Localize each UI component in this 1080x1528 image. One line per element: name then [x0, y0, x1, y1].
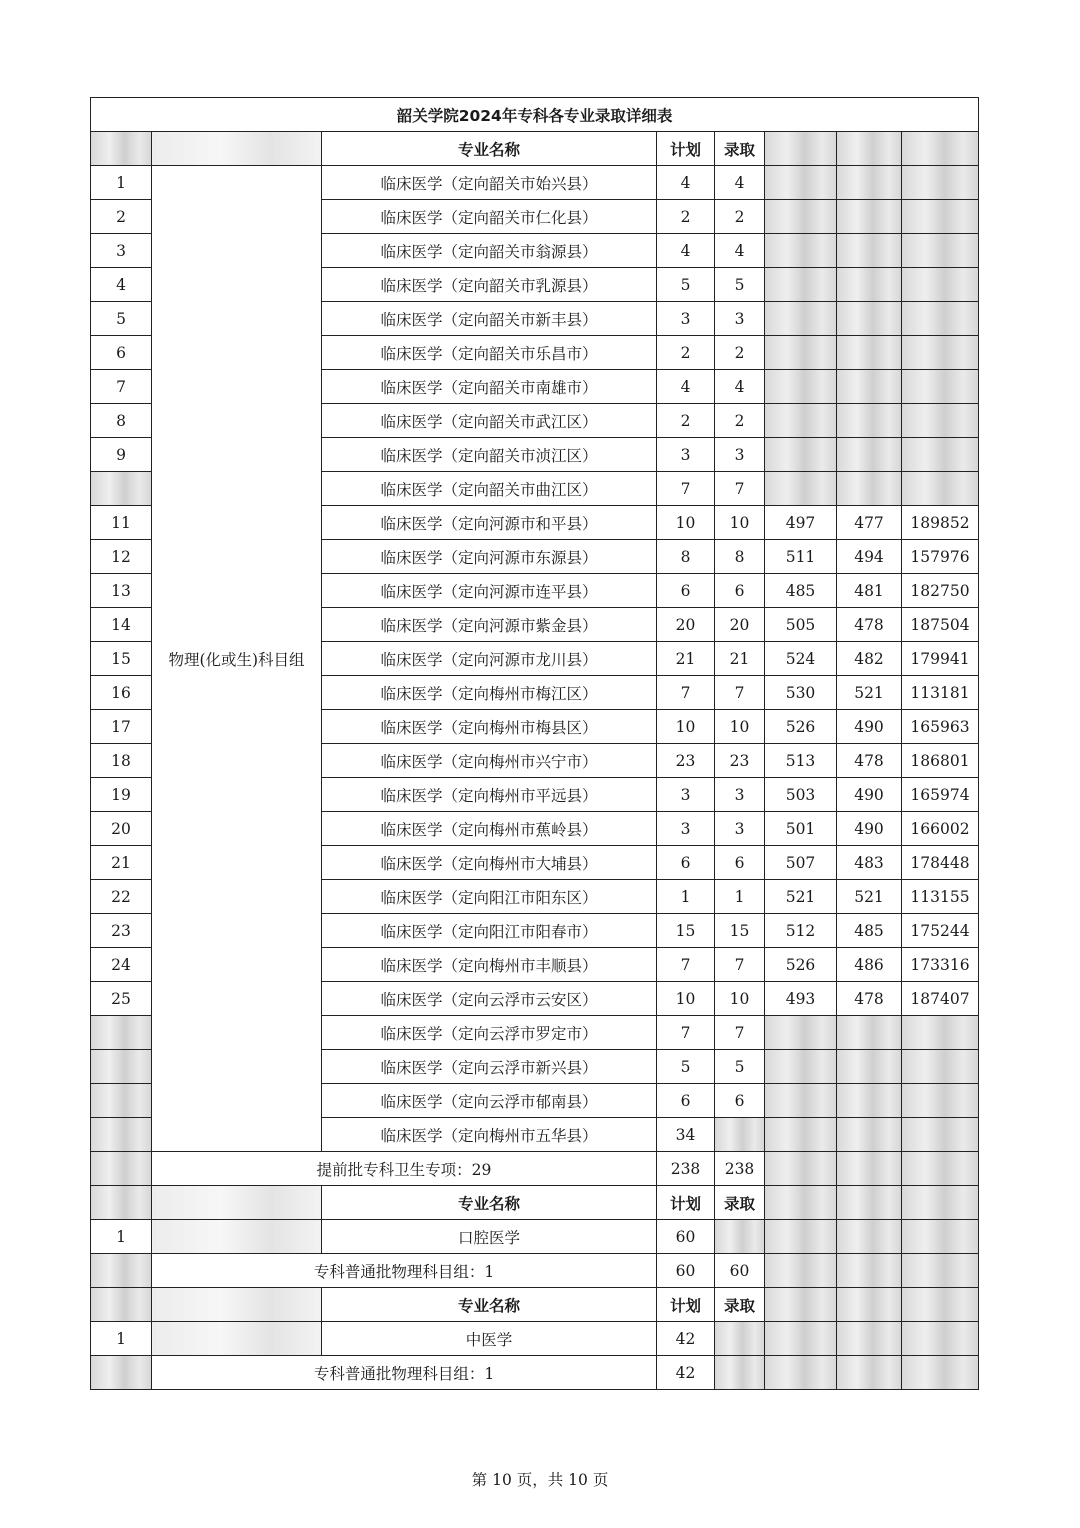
admission-table [90, 97, 979, 1390]
row-index: 19 [91, 778, 152, 812]
row-index: 20 [91, 812, 152, 846]
row-admit: 6 [715, 574, 765, 608]
row-max-score [765, 1016, 837, 1050]
row-plan: 5 [657, 268, 715, 302]
row-plan: 7 [657, 676, 715, 710]
summary-min-score [837, 1356, 902, 1390]
summary-max-score [765, 1254, 837, 1288]
header-group-cell [152, 1186, 322, 1220]
row-index [91, 1084, 152, 1118]
row-max-score: 526 [765, 948, 837, 982]
row-major: 临床医学（定向韶关市南雄市） [322, 370, 657, 404]
row-admit [715, 1118, 765, 1152]
header-max-score [765, 1186, 837, 1220]
row-index [91, 1118, 152, 1152]
summary-index [91, 1356, 152, 1390]
row-max-score: 526 [765, 710, 837, 744]
row-index: 7 [91, 370, 152, 404]
row-admit: 3 [715, 302, 765, 336]
table-row [91, 166, 979, 200]
summary-max-score [765, 1152, 837, 1186]
row-plan: 34 [657, 1118, 715, 1152]
table-body [91, 98, 979, 1390]
row-plan: 1 [657, 880, 715, 914]
row-admit: 5 [715, 1050, 765, 1084]
row-index [91, 1050, 152, 1084]
summary-plan: 60 [657, 1254, 715, 1288]
row-admit [715, 1220, 765, 1254]
subject-group-cell [152, 1322, 322, 1356]
row-admit: 3 [715, 778, 765, 812]
row-max-score [765, 234, 837, 268]
row-max-score: 485 [765, 574, 837, 608]
header-min-score [837, 1186, 902, 1220]
row-index: 25 [91, 982, 152, 1016]
header-plan: 计划 [657, 1186, 715, 1220]
row-min-score: 486 [837, 948, 902, 982]
row-min-rank [902, 1050, 979, 1084]
row-min-score: 478 [837, 608, 902, 642]
row-plan: 2 [657, 404, 715, 438]
header-group-cell [152, 1288, 322, 1322]
row-major: 临床医学（定向云浮市郁南县） [322, 1084, 657, 1118]
row-admit: 2 [715, 200, 765, 234]
row-index: 22 [91, 880, 152, 914]
row-major: 临床医学（定向河源市和平县） [322, 506, 657, 540]
row-plan: 60 [657, 1220, 715, 1254]
row-min-score: 521 [837, 676, 902, 710]
row-max-score [765, 166, 837, 200]
row-min-rank: 178448 [902, 846, 979, 880]
row-admit: 4 [715, 370, 765, 404]
header-admit: 录取 [715, 1186, 765, 1220]
header-index-cell [91, 1186, 152, 1220]
row-index: 1 [91, 166, 152, 200]
header-major: 专业名称 [322, 1288, 657, 1322]
row-min-score: 477 [837, 506, 902, 540]
row-index: 5 [91, 302, 152, 336]
row-max-score [765, 1084, 837, 1118]
row-min-score: 490 [837, 710, 902, 744]
row-plan: 6 [657, 846, 715, 880]
row-major: 临床医学（定向韶关市乳源县） [322, 268, 657, 302]
row-min-rank [902, 370, 979, 404]
row-admit: 5 [715, 268, 765, 302]
row-major: 临床医学（定向阳江市阳东区） [322, 880, 657, 914]
row-admit: 7 [715, 676, 765, 710]
row-max-score: 507 [765, 846, 837, 880]
row-index: 14 [91, 608, 152, 642]
row-major: 临床医学（定向梅州市蕉岭县） [322, 812, 657, 846]
row-admit: 1 [715, 880, 765, 914]
row-max-score [765, 1220, 837, 1254]
row-index: 8 [91, 404, 152, 438]
header-index-cell [91, 132, 152, 166]
row-plan: 2 [657, 336, 715, 370]
row-max-score [765, 1050, 837, 1084]
header-min-rank [902, 1288, 979, 1322]
row-plan: 23 [657, 744, 715, 778]
row-major: 临床医学（定向梅州市五华县） [322, 1118, 657, 1152]
row-max-score [765, 370, 837, 404]
row-min-score: 490 [837, 778, 902, 812]
row-index: 11 [91, 506, 152, 540]
row-min-rank [902, 336, 979, 370]
row-admit: 23 [715, 744, 765, 778]
row-plan: 7 [657, 1016, 715, 1050]
row-max-score: 530 [765, 676, 837, 710]
row-min-score [837, 234, 902, 268]
header-max-score [765, 132, 837, 166]
row-min-rank: 182750 [902, 574, 979, 608]
table-row [91, 1220, 979, 1254]
row-min-score: 521 [837, 880, 902, 914]
row-index [91, 1016, 152, 1050]
subject-group-cell: 物理(化或生)科目组 [152, 166, 322, 1152]
row-index: 13 [91, 574, 152, 608]
row-index: 9 [91, 438, 152, 472]
row-min-rank [902, 438, 979, 472]
header-min-score [837, 1288, 902, 1322]
header-index-cell [91, 1288, 152, 1322]
row-min-rank [902, 1322, 979, 1356]
row-min-rank: 113155 [902, 880, 979, 914]
row-plan: 21 [657, 642, 715, 676]
row-min-score: 490 [837, 812, 902, 846]
row-admit: 10 [715, 982, 765, 1016]
row-min-rank: 113181 [902, 676, 979, 710]
row-min-score: 481 [837, 574, 902, 608]
header-min-rank [902, 132, 979, 166]
row-plan: 6 [657, 1084, 715, 1118]
row-min-score [837, 200, 902, 234]
row-max-score [765, 336, 837, 370]
summary-index [91, 1152, 152, 1186]
row-index: 1 [91, 1322, 152, 1356]
summary-admit: 238 [715, 1152, 765, 1186]
row-major: 临床医学（定向韶关市浈江区） [322, 438, 657, 472]
row-max-score [765, 404, 837, 438]
row-min-rank [902, 1118, 979, 1152]
row-admit: 3 [715, 438, 765, 472]
row-min-rank [902, 200, 979, 234]
header-admit: 录取 [715, 1288, 765, 1322]
summary-min-rank [902, 1356, 979, 1390]
row-min-rank [902, 472, 979, 506]
subject-group-cell [152, 1220, 322, 1254]
header-max-score [765, 1288, 837, 1322]
row-major: 临床医学（定向梅州市丰顺县） [322, 948, 657, 982]
row-max-score [765, 438, 837, 472]
summary-row [91, 1356, 979, 1390]
header-min-score [837, 132, 902, 166]
group2-header-row [91, 1186, 979, 1220]
row-index: 2 [91, 200, 152, 234]
row-min-rank: 165974 [902, 778, 979, 812]
row-admit [715, 1322, 765, 1356]
row-admit: 2 [715, 404, 765, 438]
summary-max-score [765, 1356, 837, 1390]
row-plan: 7 [657, 472, 715, 506]
row-min-rank [902, 1084, 979, 1118]
summary-plan: 42 [657, 1356, 715, 1390]
row-min-score: 478 [837, 744, 902, 778]
row-max-score: 493 [765, 982, 837, 1016]
row-major: 临床医学（定向云浮市罗定市） [322, 1016, 657, 1050]
row-max-score [765, 302, 837, 336]
row-max-score [765, 268, 837, 302]
row-plan: 10 [657, 506, 715, 540]
row-min-score [837, 404, 902, 438]
row-major: 临床医学（定向韶关市翁源县） [322, 234, 657, 268]
row-admit: 15 [715, 914, 765, 948]
row-min-rank: 175244 [902, 914, 979, 948]
header-admit: 录取 [715, 132, 765, 166]
row-index: 12 [91, 540, 152, 574]
row-min-rank: 179941 [902, 642, 979, 676]
summary-row [91, 1254, 979, 1288]
row-admit: 7 [715, 1016, 765, 1050]
row-min-rank [902, 404, 979, 438]
row-major: 临床医学（定向韶关市武江区） [322, 404, 657, 438]
row-plan: 4 [657, 166, 715, 200]
row-major: 临床医学（定向河源市龙川县） [322, 642, 657, 676]
row-major: 临床医学（定向韶关市新丰县） [322, 302, 657, 336]
row-major: 临床医学（定向河源市连平县） [322, 574, 657, 608]
row-admit: 21 [715, 642, 765, 676]
row-plan: 3 [657, 812, 715, 846]
row-plan: 20 [657, 608, 715, 642]
group3-header-row [91, 1288, 979, 1322]
row-max-score: 503 [765, 778, 837, 812]
row-min-rank: 157976 [902, 540, 979, 574]
row-plan: 2 [657, 200, 715, 234]
row-index: 1 [91, 1220, 152, 1254]
row-min-score [837, 268, 902, 302]
admission-sheet [90, 97, 978, 1390]
page-footer: 第 10 页，共 10 页 [471, 1471, 609, 1489]
row-min-rank: 166002 [902, 812, 979, 846]
row-min-score [837, 438, 902, 472]
row-min-rank [902, 1220, 979, 1254]
summary-admit [715, 1356, 765, 1390]
row-plan: 10 [657, 982, 715, 1016]
row-min-score [837, 370, 902, 404]
summary-admit: 60 [715, 1254, 765, 1288]
header-major: 专业名称 [322, 1186, 657, 1220]
row-min-rank: 189852 [902, 506, 979, 540]
row-plan: 15 [657, 914, 715, 948]
row-index: 18 [91, 744, 152, 778]
row-max-score: 505 [765, 608, 837, 642]
row-index: 21 [91, 846, 152, 880]
row-major: 临床医学（定向梅州市平远县） [322, 778, 657, 812]
row-admit: 7 [715, 472, 765, 506]
row-major: 临床医学（定向梅州市梅江区） [322, 676, 657, 710]
header-plan: 计划 [657, 132, 715, 166]
row-index: 6 [91, 336, 152, 370]
row-admit: 2 [715, 336, 765, 370]
row-major: 临床医学（定向韶关市乐昌市） [322, 336, 657, 370]
row-admit: 7 [715, 948, 765, 982]
row-major: 临床医学（定向梅州市大埔县） [322, 846, 657, 880]
row-admit: 20 [715, 608, 765, 642]
row-admit: 6 [715, 846, 765, 880]
row-min-rank: 187504 [902, 608, 979, 642]
summary-min-score [837, 1152, 902, 1186]
row-max-score [765, 200, 837, 234]
row-min-score [837, 166, 902, 200]
row-plan: 10 [657, 710, 715, 744]
row-max-score: 513 [765, 744, 837, 778]
row-min-rank: 173316 [902, 948, 979, 982]
row-min-rank [902, 268, 979, 302]
row-major: 临床医学（定向韶关市曲江区） [322, 472, 657, 506]
row-plan: 7 [657, 948, 715, 982]
row-index: 3 [91, 234, 152, 268]
row-max-score: 501 [765, 812, 837, 846]
row-min-rank [902, 1016, 979, 1050]
header-major: 专业名称 [322, 132, 657, 166]
row-max-score [765, 1118, 837, 1152]
row-index [91, 472, 152, 506]
row-min-rank [902, 166, 979, 200]
row-min-score [837, 472, 902, 506]
row-admit: 3 [715, 812, 765, 846]
summary-index [91, 1254, 152, 1288]
row-min-score [837, 336, 902, 370]
row-plan: 4 [657, 234, 715, 268]
summary-min-rank [902, 1152, 979, 1186]
row-major: 临床医学（定向梅州市兴宁市） [322, 744, 657, 778]
summary-min-score [837, 1254, 902, 1288]
row-plan: 3 [657, 778, 715, 812]
row-max-score [765, 472, 837, 506]
header-min-rank [902, 1186, 979, 1220]
row-admit: 10 [715, 506, 765, 540]
row-index: 16 [91, 676, 152, 710]
summary-label: 提前批专科卫生专项：29 [152, 1152, 657, 1186]
row-major: 临床医学（定向云浮市云安区） [322, 982, 657, 1016]
header-group-cell [152, 132, 322, 166]
row-max-score: 512 [765, 914, 837, 948]
row-index: 17 [91, 710, 152, 744]
row-min-score: 483 [837, 846, 902, 880]
row-plan: 4 [657, 370, 715, 404]
row-min-score [837, 1118, 902, 1152]
row-plan: 5 [657, 1050, 715, 1084]
row-major: 口腔医学 [322, 1220, 657, 1254]
row-max-score [765, 1322, 837, 1356]
row-index: 4 [91, 268, 152, 302]
row-major: 临床医学（定向河源市紫金县） [322, 608, 657, 642]
row-max-score: 521 [765, 880, 837, 914]
row-min-rank [902, 302, 979, 336]
table-title: 韶关学院2024年专科各专业录取详细表 [91, 98, 979, 132]
row-plan: 6 [657, 574, 715, 608]
row-index: 23 [91, 914, 152, 948]
summary-row [91, 1152, 979, 1186]
row-major: 临床医学（定向梅州市梅县区） [322, 710, 657, 744]
row-plan: 3 [657, 302, 715, 336]
summary-plan: 238 [657, 1152, 715, 1186]
row-admit: 4 [715, 234, 765, 268]
row-admit: 10 [715, 710, 765, 744]
group1-header-row [91, 132, 979, 166]
row-index: 24 [91, 948, 152, 982]
table-row [91, 1322, 979, 1356]
summary-min-rank [902, 1254, 979, 1288]
row-min-score: 482 [837, 642, 902, 676]
row-min-score [837, 1322, 902, 1356]
row-min-score [837, 302, 902, 336]
row-admit: 4 [715, 166, 765, 200]
row-max-score: 511 [765, 540, 837, 574]
header-plan: 计划 [657, 1288, 715, 1322]
row-max-score: 497 [765, 506, 837, 540]
summary-label: 专科普通批物理科目组：1 [152, 1356, 657, 1390]
row-major: 临床医学（定向阳江市阳春市） [322, 914, 657, 948]
row-major: 临床医学（定向韶关市仁化县） [322, 200, 657, 234]
row-min-rank: 186801 [902, 744, 979, 778]
row-major: 中医学 [322, 1322, 657, 1356]
summary-label: 专科普通批物理科目组：1 [152, 1254, 657, 1288]
row-min-score: 478 [837, 982, 902, 1016]
row-plan: 42 [657, 1322, 715, 1356]
row-min-score: 494 [837, 540, 902, 574]
row-plan: 3 [657, 438, 715, 472]
row-admit: 6 [715, 1084, 765, 1118]
row-min-score [837, 1084, 902, 1118]
row-min-rank [902, 234, 979, 268]
row-index: 15 [91, 642, 152, 676]
row-min-score: 485 [837, 914, 902, 948]
row-max-score: 524 [765, 642, 837, 676]
row-min-score [837, 1050, 902, 1084]
row-major: 临床医学（定向河源市东源县） [322, 540, 657, 574]
row-major: 临床医学（定向云浮市新兴县） [322, 1050, 657, 1084]
row-admit: 8 [715, 540, 765, 574]
row-min-score [837, 1220, 902, 1254]
row-min-score [837, 1016, 902, 1050]
row-min-rank: 187407 [902, 982, 979, 1016]
row-min-rank: 165963 [902, 710, 979, 744]
row-major: 临床医学（定向韶关市始兴县） [322, 166, 657, 200]
row-plan: 8 [657, 540, 715, 574]
